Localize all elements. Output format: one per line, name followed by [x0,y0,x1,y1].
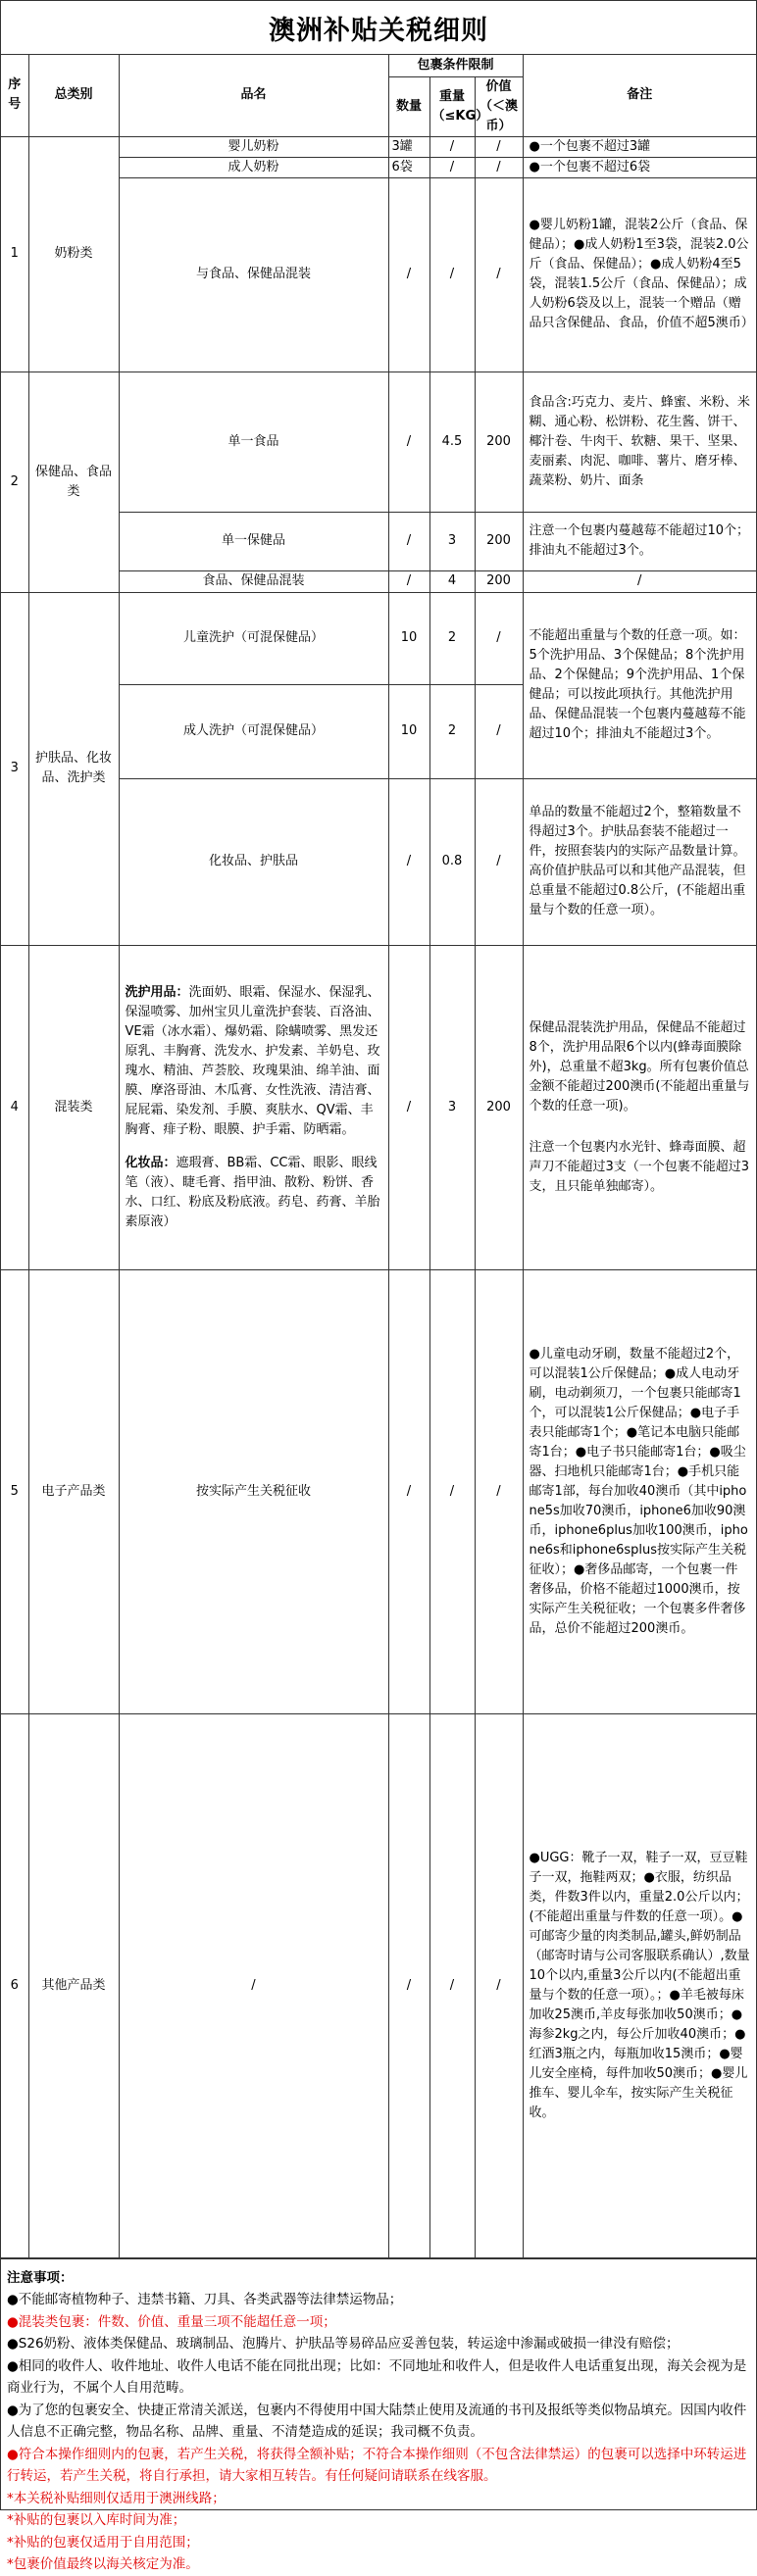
item-value: / [475,1713,523,2257]
item-qty: 6袋 [388,157,429,177]
col-header-category: 总类别 [28,55,119,136]
note-item: ●符合本操作细则内的包裹，若产生关税，将获得全额补贴；不符合本操作细则（不包含法律禁运）的包裹可以选择中环转运进行转运，若产生关税，将自行承担，请大家相互转告。有任何疑问请联系在线客服。 [7,2446,747,2484]
section-category: 保健品、食品类 [28,372,119,592]
item-remark: / [523,570,756,592]
section-seq: 2 [1,372,28,592]
wash-items-label: 洗护用品： [125,984,189,1000]
item-qty: / [388,778,429,945]
wash-items-text: 洗面奶、眼霜、保湿水、保湿乳、保湿喷雾、加州宝贝儿童洗护套装、百洛油、VE霜（冰水霜）、爆奶霜、除螨喷雾、黑发还原乳、丰胸膏、洗发水、护发素、羊奶皂、玫瑰水、精油、芦荟胶、玫瑰果油、绵羊油、面膜、摩洛哥油、木瓜膏、女性洗液、清洁膏、屁屁霜、染发剂、手膜、爽肤水、QV霜、丰胸膏、痱子粉、眼膜、护手霜、防晒霜。 [125,984,380,1137]
item-remark: ●UGG：靴子一双，鞋子一双，豆豆鞋子一双，拖鞋两双；●衣服，纺织品类，件数3件以内，重量2.0公斤以内；(不能超出重量与件数的任意一项）。●可邮寄少量的肉类制品,罐头,鲜奶制品（邮寄时请与公司客服联系确认）,数量10个以内,重量3公斤以内(不能超出重量与个数的任意一项）。；●羊毛被每床加收25澳币,羊皮每张加收50澳币；●海参2kg之内，每公斤加收40澳币；●红酒3瓶之内，每瓶加收15澳币；●婴儿安全座椅，每件加收50澳币；●婴儿推车、婴儿伞车，按实际产生关税征收。 [523,1713,756,2257]
item-weight: / [429,1713,475,2257]
item-weight: / [429,1269,475,1713]
item-qty: / [388,570,429,592]
table-row [1,1713,756,2257]
page-title: 澳洲补贴关税细则 [269,15,488,46]
table-row [1,592,756,684]
item-weight: 3 [429,512,475,570]
item-remark: ●儿童电动牙刷，数量不能超过2个，可以混装1公斤保健品；●成人电动牙刷，电动剃须刀，一个包裹只能邮寄1个，可以混装1公斤保健品；●电子手表只能邮寄1个；●笔记本电脑只能邮寄1台；●电子书只能邮寄1台；●吸尘器、扫地机只能邮寄1台；●手机只能邮寄1部，每台加收40澳币（其中iphone5s加收70澳币，iphone6加收90澳币，iphone6plus加收100澳币，iphone6s和iphone6splus按实际产生关税征收）；●奢侈品邮寄，一个包裹一件奢侈品，价格不能超过1000澳币，按实际产生关税征收；一个包裹多件奢侈品，总价不能超过200澳币。 [523,1269,756,1713]
item-weight: / [429,136,475,157]
item-name: 化妆品、护肤品 [119,778,388,945]
item-remark: 食品含:巧克力、麦片、蜂蜜、米粉、米糊、通心粉、松饼粉、花生酱、饼干、椰汁卷、牛肉干、软糖、果干、坚果、麦丽素、肉泥、咖啡、薯片、磨牙棒、蔬菜粉、奶片、面条 [523,372,756,512]
notes-list [7,2289,750,2576]
note-item: ●不能邮寄植物种子、违禁书籍、刀具、各类武器等法律禁运物品； [7,2292,403,2307]
item-weight: 3 [429,945,475,1269]
item-value: / [475,177,523,372]
col-header-qty: 数量 [388,76,429,136]
table-header-row [1,55,756,76]
col-header-seq: 序号 [1,55,28,136]
item-qty: / [388,177,429,372]
section-category: 护肤品、化妆品、洗护类 [28,592,119,945]
section-seq: 6 [1,1713,28,2257]
item-value: / [475,778,523,945]
item-qty: / [388,1713,429,2257]
mixed-remark-1: 保健品混装洗护用品，保健品不能超过8个，洗护用品限6个以内(蜂毒面膜除外)，总重量不超3kg。所有包裹价值总金额不能超过200澳币(不能超出重量与个数的任意一项)。 [529,1019,750,1114]
item-remark: ●一个包裹不超过6袋 [523,157,756,177]
item-value: / [475,684,523,778]
mixed-items-list [119,945,388,1269]
item-weight: 4 [429,570,475,592]
section-category: 奶粉类 [28,136,119,372]
item-remark: 不能超出重量与个数的任意一项。如：5个洗护用品、3个保健品；8个洗护用品、2个保健品；9个洗护用品、1个保健品；可以按此项执行。其他洗护用品、保健品混装一个包裹内蔓越莓不能超过10个；排油丸不能超过3个。 [523,592,756,778]
item-name: / [119,1713,388,2257]
item-qty: / [388,945,429,1269]
note-item: ●S26奶粉、液体类保健品、玻璃制品、泡腾片、护肤品等易碎品应妥善包装，转运途中渗漏或破损一律没有赔偿； [7,2336,680,2352]
item-value: 200 [475,570,523,592]
item-value: / [475,1269,523,1713]
item-name: 成人奶粉 [119,157,388,177]
item-weight: 2 [429,592,475,684]
item-qty: / [388,372,429,512]
item-name: 婴儿奶粉 [119,136,388,157]
item-value: / [475,592,523,684]
note-item: ●混装类包裹：件数、价值、重量三项不能超任意一项； [7,2313,336,2330]
item-name: 儿童洗护（可混保健品） [119,592,388,684]
item-name: 单一食品 [119,372,388,512]
rules-table [1,55,756,2258]
col-header-conditions: 包裹条件限制 [388,55,523,76]
item-value: / [475,136,523,157]
item-remark: 注意一个包裹内蔓越莓不能超过10个；排油丸不能超过3个。 [523,512,756,570]
item-remark: ●一个包裹不超过3罐 [523,136,756,157]
item-weight: / [429,157,475,177]
item-qty: 10 [388,592,429,684]
item-weight: 2 [429,684,475,778]
item-weight: / [429,177,475,372]
cosmetic-items-text: 遮瑕膏、BB霜、CC霜、眼影、眼线笔（液）、睫毛膏、指甲油、散粉、粉饼、香水、口红、粉底及粉底液。药皂、药膏、羊胎素原液） [125,1155,380,1229]
section-seq: 1 [1,136,28,372]
item-name: 与食品、保健品混装 [119,177,388,372]
note-item: ●为了您的包裹安全、快捷正常清关派送，包裹内不得使用中国大陆禁止使用及流通的书刊及报纸等类似物品填充。因国内收件人信息不正确完整，物品名称、品牌、重量、不清楚造成的延误；我司概不负责。 [7,2402,747,2440]
item-qty: 3罐 [388,136,429,157]
col-header-weight: 重量（≤KG） [429,76,475,136]
section-category: 电子产品类 [28,1269,119,1713]
item-remark [523,945,756,1269]
table-row [1,1269,756,1713]
note-item: *补贴的包裹以入库时间为准； [7,2512,186,2528]
mixed-remark-2: 注意一个包裹内水光针、蜂毒面膜、超声刀不能超过3支（一个包裹不能超过3支，且只能单独邮寄）。 [529,1139,750,1194]
item-weight: 4.5 [429,372,475,512]
item-qty: / [388,512,429,570]
item-remark: ●婴儿奶粉1罐，混装2公斤（食品、保健品）；●成人奶粉1至3袋，混装2.0公斤（食品、保健品）；●成人奶粉4至5袋，混装1.5公斤（食品、保健品）；成人奶粉6袋及以上，混装一个赠品（赠品只含保健品、食品，价值不超5澳币） [523,177,756,372]
note-item: *补贴的包裹仅适用于自用范围； [7,2534,199,2551]
section-seq: 4 [1,945,28,1269]
col-header-value: 价值（＜澳币） [475,76,523,136]
item-qty: 10 [388,684,429,778]
title-bar [1,1,756,55]
table-row [1,136,756,157]
item-weight: 0.8 [429,778,475,945]
section-seq: 3 [1,592,28,945]
col-header-name: 品名 [119,55,388,136]
table-row [1,945,756,1269]
item-name: 按实际产生关税征收 [119,1269,388,1713]
table-row [1,372,756,512]
notes-heading: 注意事项： [7,2269,74,2286]
note-item: *本关税补贴细则仅适用于澳洲线路； [7,2490,226,2506]
item-value: / [475,157,523,177]
section-seq: 5 [1,1269,28,1713]
item-value: 200 [475,512,523,570]
item-remark: 单品的数量不能超过2个，整箱数量不得超过3个。护肤品套装不能超过一件，按照套装内的实际产品数量计算。高价值护肤品可以和其他产品混装，但总重量不能超过0.8公斤，(不能超出重量与个数的任意一项）。 [523,778,756,945]
item-name: 食品、保健品混装 [119,570,388,592]
col-header-remark: 备注 [523,55,756,136]
note-item: *包裹价值最终以海关核定为准。 [7,2556,199,2572]
item-qty: / [388,1269,429,1713]
item-name: 成人洗护（可混保健品） [119,684,388,778]
item-name: 单一保健品 [119,512,388,570]
item-value: 200 [475,945,523,1269]
note-item: ●相同的收件人、收件地址、收件人电话不能在同批出现；比如：不同地址和收件人，但是收件人电话重复出现，海关会视为是商业行为，不属个人自用范畴。 [7,2357,747,2396]
section-category: 混装类 [28,945,119,1269]
item-value: 200 [475,372,523,512]
section-category: 其他产品类 [28,1713,119,2257]
cosmetic-items-label: 化妆品： [125,1155,177,1170]
notes-section [1,2258,756,2576]
